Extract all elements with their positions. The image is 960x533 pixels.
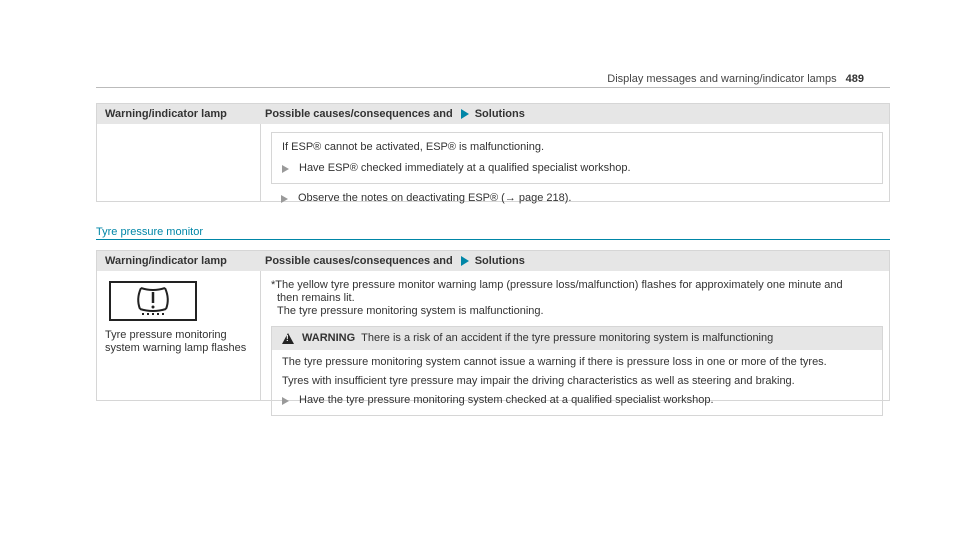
lamp-cell [97, 124, 261, 201]
warning-header [272, 327, 882, 350]
col-header-lamp: Warning/indicator lamp [105, 108, 227, 120]
esp-table [96, 103, 890, 202]
solution-arrow-icon [461, 256, 469, 266]
warning-step: Have the tyre pressure monitoring system checked at a qualified specialist workshop. [299, 394, 714, 406]
section-title: Tyre pressure monitor [96, 226, 203, 238]
cause-text-1: *The yellow tyre pressure monitor warning lamp (pressure loss/malfunction) flashes for approximately one minute and [271, 279, 843, 291]
instruction-step [271, 192, 883, 205]
lamp-cell [97, 271, 261, 400]
warning-label: WARNING [302, 332, 356, 344]
table-row [97, 271, 889, 406]
step-arrow-icon [282, 165, 289, 173]
esp-deactivate-link[interactable]: Observe the notes on deactivating ESP® (→ page 218). [298, 192, 572, 204]
col-header-lamp: Warning/indicator lamp [105, 255, 227, 267]
instruction-step [282, 394, 872, 407]
esp-info-box [271, 132, 883, 184]
warning-title: There is a risk of an accident if the tyre pressure monitoring system is malfunctioning [361, 332, 774, 344]
page-number: 489 [845, 73, 864, 85]
col-header-solutions-text: Solutions [474, 255, 525, 267]
col-header-causes [261, 108, 889, 120]
col-header-solutions-text: Solutions [474, 108, 525, 120]
warning-text-1: The tyre pressure monitoring system cannot issue a warning if there is pressure loss in one or more of the tyres. [282, 356, 827, 368]
table-row [97, 124, 889, 204]
page-header [607, 73, 864, 85]
instruction-step [282, 162, 872, 175]
table-header [97, 104, 889, 124]
step-arrow-icon [282, 397, 289, 405]
esp-malfunction-text: If ESP® cannot be activated, ESP® is malfunctioning. [282, 141, 545, 153]
lamp-label: Tyre pressure monitoring system warning lamp flashes [105, 329, 247, 354]
col-header-causes-text: Possible causes/consequences and [265, 255, 453, 267]
page-header-title: Display messages and warning/indicator lamps [607, 73, 837, 85]
step-arrow-icon [281, 195, 288, 203]
warning-text-2: Tyres with insufficient tyre pressure may impair the driving characteristics as well as steering and braking. [282, 375, 795, 387]
section-divider [96, 239, 890, 240]
cause-text-3: The tyre pressure monitoring system is malfunctioning. [277, 305, 544, 317]
table-header [97, 251, 889, 271]
esp-check-step: Have ESP® checked immediately at a qualified specialist workshop. [299, 162, 631, 174]
cause-text-2: then remains lit. [277, 292, 355, 304]
warning-triangle-icon: ! [282, 333, 294, 344]
col-header-causes-text: Possible causes/consequences and [265, 108, 453, 120]
tyre-pressure-table [96, 250, 890, 406]
solution-arrow-icon [461, 109, 469, 119]
causes-cell [261, 271, 889, 406]
col-header-causes [261, 255, 889, 267]
warning-box [271, 326, 883, 416]
causes-cell [261, 124, 889, 204]
header-divider [96, 87, 890, 88]
tyre-pressure-warning-icon [109, 281, 197, 321]
